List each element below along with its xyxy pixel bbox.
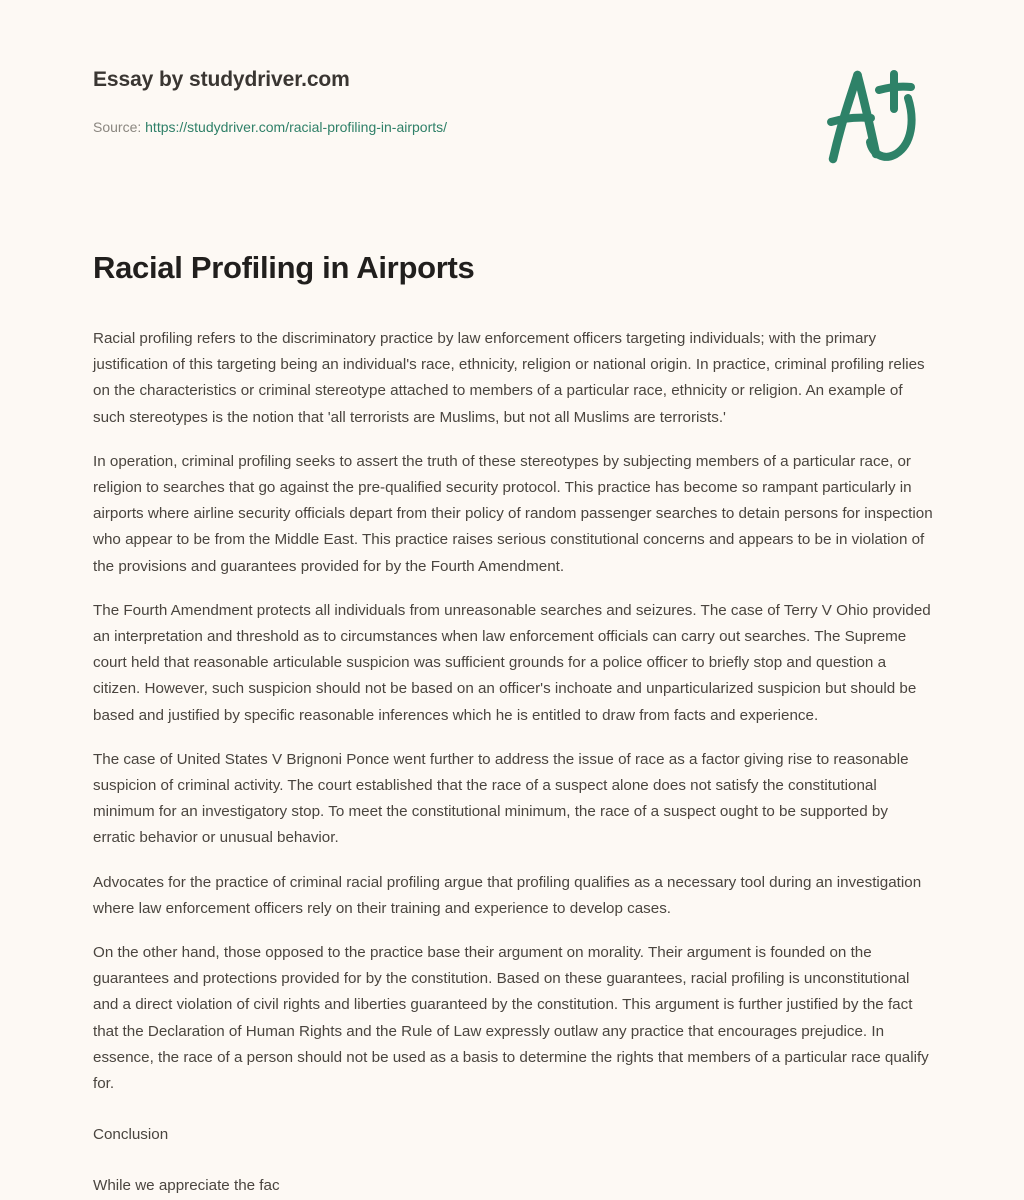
a-plus-logo-icon <box>812 62 930 174</box>
paragraph: On the other hand, those opposed to the practice base their argument on morality. Their argument is founded on the guarantees and protections provided for by the constitution. Based on these guarantees, racial profiling is unconstitutional and a direct violation of civil rights and liberties guaranteed by the constitution. This argument is further justified by the fact that the Declaration of Human Rights and the Rule of Law expressly outlaw any practice that encourages prejudice. In essence, the race of a person should not be used as a basis to determine the rights that members of a particular race qualify for. <box>93 944 929 1093</box>
conclusion-heading: Conclusion <box>93 1126 169 1144</box>
source-label: Source: <box>93 119 142 135</box>
paragraph: Advocates for the practice of criminal racial profiling argue that profiling qualifies as a necessary tool during an investigation where law enforcement officers rely on their training and experience to develop cases. <box>93 873 922 917</box>
conclusion-paragraph-truncated: While we appreciate the fac <box>93 1177 280 1195</box>
paragraph: Racial profiling refers to the discriminatory practice by law enforcement officers targeting individuals; with the primary justification of this targeting being an individual's race, ethnicity, religion or national origin. In practice, criminal profiling relies on the characteristics or criminal stereotype attached to members of a particular race, ethnicity or religion. An example of such stereotypes is the notion that 'all terrorists are Muslims, but not all Muslims are terrorists.' <box>93 330 925 426</box>
paragraph: In operation, criminal profiling seeks to assert the truth of these stereotypes by subjecting members of a particular race, or religion to searches that go against the pre-qualified security protocol. This practice has become so rampant particularly in airports where airline security officials depart from their policy of random passenger searches to detain persons for inspection who appear to be from the Middle East. This practice raises serious constitutional concerns and appears to be in violation of the provisions and guarantees provided for by the Fourth Amendment. <box>93 452 933 575</box>
article-body <box>93 248 933 1200</box>
source-url-link[interactable]: https://studydriver.com/racial-profiling-in-airports/ <box>145 119 448 135</box>
paragraph: The case of United States V Brignoni Ponce went further to address the issue of race as a factor giving rise to reasonable suspicion of criminal activity. The court established that the race of a suspect alone does not satisfy the constitutional minimum for an investigatory stop. To meet the constitutional minimum, the race of a suspect ought to be supported by erratic behavior or unusual behavior. <box>93 750 909 847</box>
document-header <box>0 0 1024 200</box>
page-title: Racial Profiling in Airports <box>93 250 475 285</box>
paragraph: The Fourth Amendment protects all individuals from unreasonable searches and seizures. The case of Terry V Ohio provided an interpretation and threshold as to circumstances when law enforcement officials can carry out searches. The Supreme court held that reasonable articulable suspicion was sufficient grounds for a police officer to briefly stop and question a citizen. However, such suspicion should not be based on an officer's inchoate and unparticularized suspicion but should be based and justified by specific reasonable inferences which he is entitled to draw from facts and experience. <box>93 601 931 724</box>
essay-attribution: Essay by studydriver.com <box>93 68 350 91</box>
source-line <box>93 119 447 135</box>
